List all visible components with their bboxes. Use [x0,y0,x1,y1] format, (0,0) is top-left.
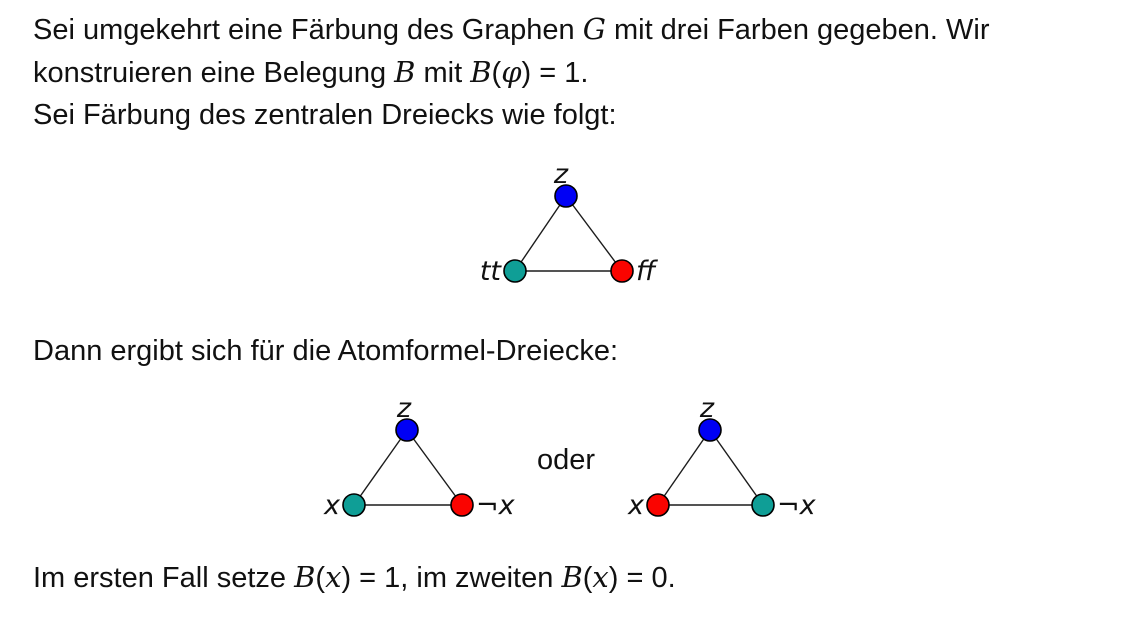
connector-oder: oder [537,444,596,476]
label-notx-right: ¬x [777,490,816,521]
math-cal-B: B [394,55,416,89]
text-run: konstruieren eine Belegung [33,57,395,89]
central-triangle-diagram [420,155,700,295]
math-var-x: x [325,560,342,594]
node-ff [611,260,633,282]
intro-line-1 [33,8,990,51]
text-run: Dann ergibt sich für die Atomformel-Dreiecke: [33,335,619,367]
edge-z-x-right [658,430,710,505]
atom-triangles-diagram [300,393,850,528]
edge-z-ff [566,196,622,271]
label-ff: ff [636,256,656,287]
edge-z-notx-left [407,430,462,505]
closing-line [33,556,676,599]
math-cal-B: B [561,560,583,594]
text-run: ) = 0. [608,562,676,594]
text-run: Im ersten Fall setze [33,562,295,594]
text-run: ) = 1. [521,57,589,89]
edge-z-x-left [354,430,407,505]
edge-z-tt [515,196,566,271]
text-run: ( [315,562,326,594]
label-x-left: x [324,490,340,521]
math-var-x: x [592,560,609,594]
intro-line-2 [33,51,990,94]
closing-paragraph [33,556,676,599]
text-run: ( [582,562,593,594]
label-z: z [553,159,569,190]
label-z-left: z [396,393,412,424]
node-x-right [647,494,669,516]
label-z-right: z [699,393,715,424]
label-tt: tt [479,256,501,287]
intro-paragraph [33,8,990,136]
edge-z-notx-right [710,430,763,505]
text-run: mit drei Farben gegeben. Wir [605,14,990,46]
math-cal-B: B [294,560,316,594]
math-var-phi: φ [501,55,522,89]
text-run: ) = 1, im zweiten [341,562,562,594]
node-notx-left [451,494,473,516]
label-x-right: x [628,490,644,521]
text-run: Sei umgekehrt eine Färbung des Graphen [33,14,583,46]
text-run: mit [415,57,471,89]
text-run: ( [491,57,502,89]
intro-line-3 [33,94,990,136]
node-x-left [343,494,365,516]
middle-paragraph [33,330,618,372]
node-tt [504,260,526,282]
middle-line [33,330,618,372]
label-notx-left: ¬x [476,490,515,521]
text-run: Sei Färbung des zentralen Dreiecks wie folgt: [33,99,617,131]
math-var-G: G [582,12,606,46]
math-cal-B: B [470,55,492,89]
node-notx-right [752,494,774,516]
